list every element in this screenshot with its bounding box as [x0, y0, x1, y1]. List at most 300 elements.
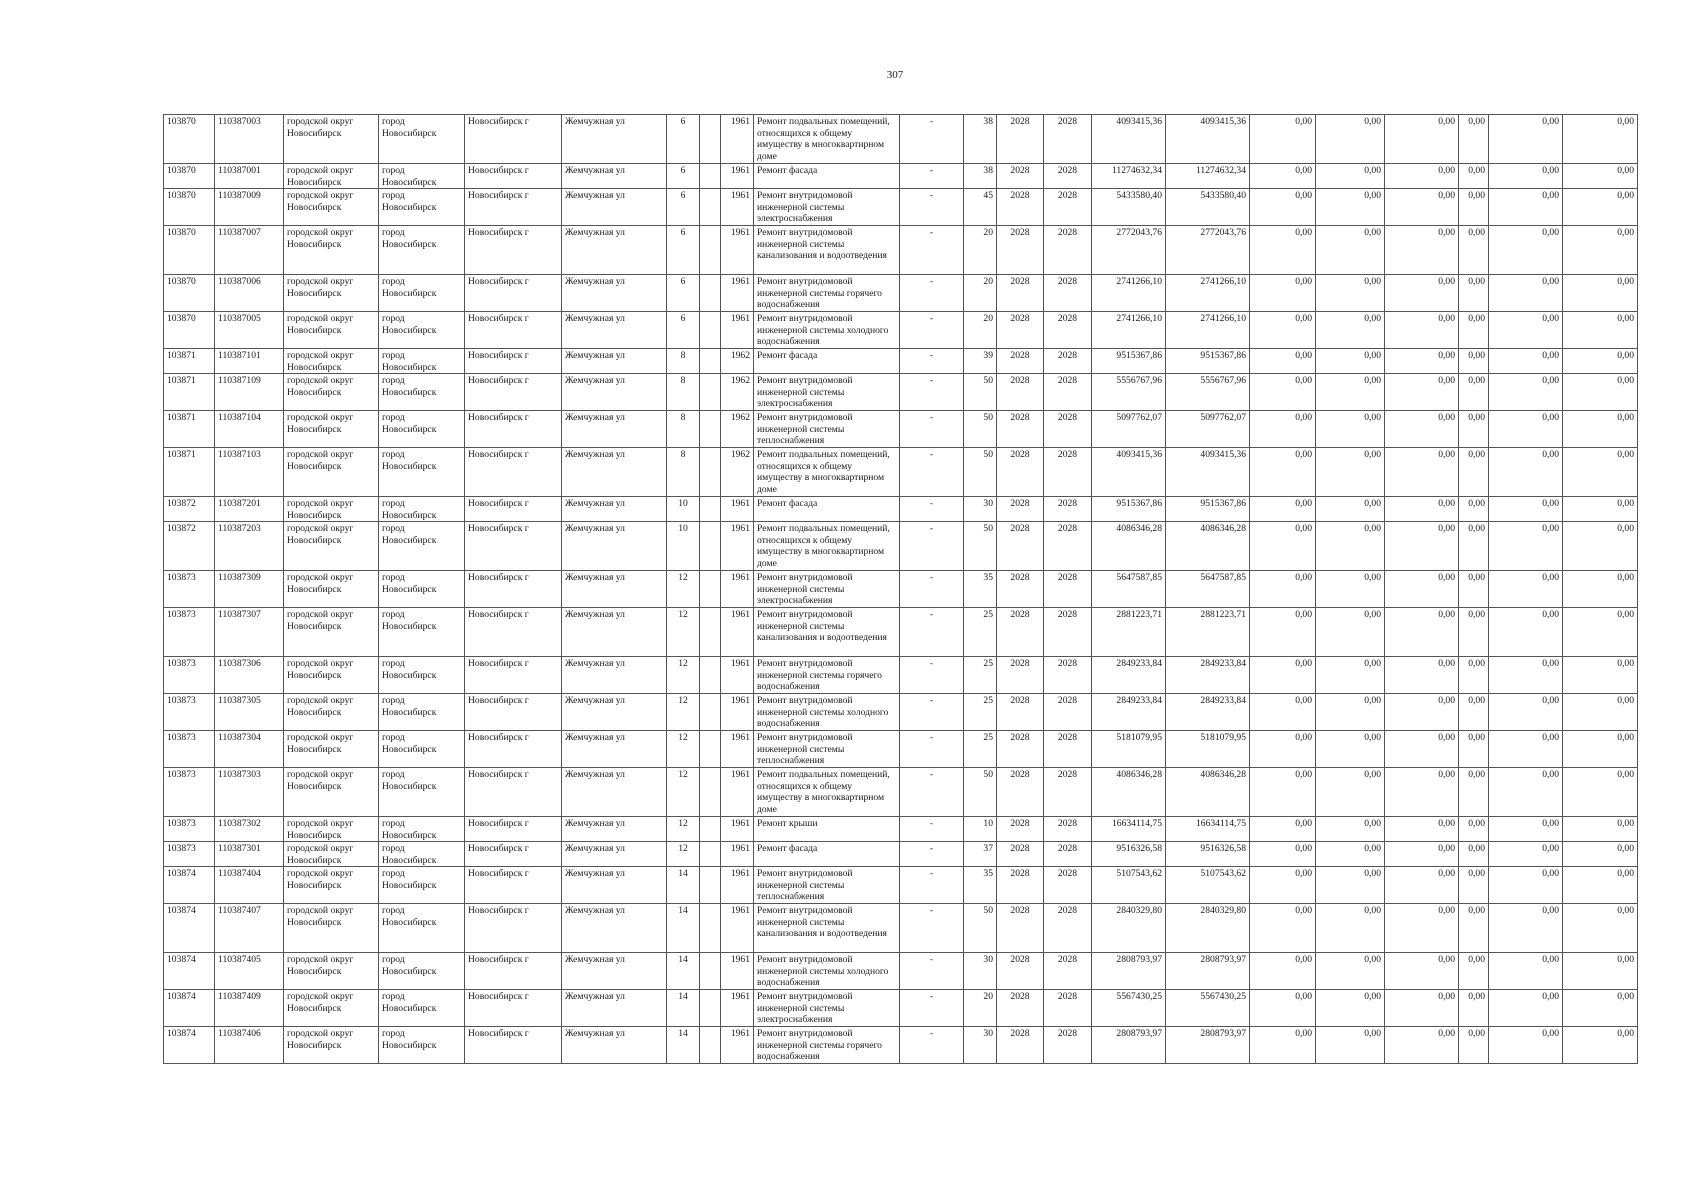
cell-owners-share: 0,00	[1459, 731, 1489, 768]
table-row	[164, 164, 1638, 189]
cell-item-id: 110387009	[215, 189, 284, 226]
cell-dash: -	[900, 904, 964, 953]
cell-item-id: 110387007	[215, 226, 284, 275]
cell-dash: -	[900, 349, 964, 374]
cell-fund-cost: 9515367,86	[1166, 349, 1250, 374]
cell-total-cost: 2772043,76	[1092, 226, 1166, 275]
cell-budget-regional: 0,00	[1316, 571, 1385, 608]
cell-budget-federal: 0,00	[1250, 990, 1316, 1027]
cell-plan-year-start: 2028	[997, 904, 1044, 953]
cell-house-number: 14	[667, 990, 700, 1027]
cell-reserve: 0,00	[1563, 1027, 1638, 1064]
table-row	[164, 817, 1638, 842]
cell-construction-year: 1962	[721, 374, 754, 411]
cell-budget-local: 0,00	[1385, 374, 1459, 411]
cell-municipal-district: городской округ Новосибирск	[284, 657, 379, 694]
cell-wear-percent: 30	[964, 497, 997, 522]
cell-municipal-district: городской округ Новосибирск	[284, 497, 379, 522]
cell-street: Жемчужная ул	[562, 657, 667, 694]
cell-other-sources: 0,00	[1489, 349, 1563, 374]
cell-settlement: город Новосибирск	[379, 349, 465, 374]
cell-building-number	[700, 374, 721, 411]
table-row	[164, 990, 1638, 1027]
cell-wear-percent: 20	[964, 275, 997, 312]
cell-reserve: 0,00	[1563, 374, 1638, 411]
cell-other-sources: 0,00	[1489, 990, 1563, 1027]
cell-plan-year-start: 2028	[997, 694, 1044, 731]
cell-total-cost: 2881223,71	[1092, 608, 1166, 657]
cell-work-type: Ремонт крыши	[754, 817, 900, 842]
cell-house-number: 14	[667, 953, 700, 990]
cell-building-number	[700, 657, 721, 694]
cell-budget-federal: 0,00	[1250, 164, 1316, 189]
cell-budget-regional: 0,00	[1316, 115, 1385, 164]
cell-dash: -	[900, 448, 964, 497]
cell-street: Жемчужная ул	[562, 115, 667, 164]
cell-wear-percent: 45	[964, 189, 997, 226]
table-row	[164, 115, 1638, 164]
cell-municipal-district: городской округ Новосибирск	[284, 817, 379, 842]
cell-budget-federal: 0,00	[1250, 842, 1316, 867]
cell-budget-local: 0,00	[1385, 497, 1459, 522]
cell-municipal-district: городской округ Новосибирск	[284, 904, 379, 953]
cell-wear-percent: 50	[964, 904, 997, 953]
cell-plan-year-start: 2028	[997, 497, 1044, 522]
cell-reserve: 0,00	[1563, 608, 1638, 657]
cell-work-type: Ремонт внутридомовой инженерной системы электроснабжения	[754, 990, 900, 1027]
cell-budget-federal: 0,00	[1250, 275, 1316, 312]
cell-settlement: город Новосибирск	[379, 608, 465, 657]
cell-construction-year: 1961	[721, 312, 754, 349]
cell-total-cost: 5097762,07	[1092, 411, 1166, 448]
cell-street: Жемчужная ул	[562, 226, 667, 275]
cell-dash: -	[900, 817, 964, 842]
cell-program-id: 103873	[164, 731, 215, 768]
cell-fund-cost: 5647587,85	[1166, 571, 1250, 608]
cell-locality: Новосибирск г	[465, 349, 562, 374]
cell-construction-year: 1962	[721, 411, 754, 448]
cell-reserve: 0,00	[1563, 411, 1638, 448]
cell-plan-year-end: 2028	[1044, 817, 1092, 842]
cell-program-id: 103873	[164, 694, 215, 731]
cell-budget-regional: 0,00	[1316, 694, 1385, 731]
cell-budget-regional: 0,00	[1316, 867, 1385, 904]
cell-construction-year: 1961	[721, 904, 754, 953]
cell-fund-cost: 5097762,07	[1166, 411, 1250, 448]
cell-fund-cost: 9516326,58	[1166, 842, 1250, 867]
table-row	[164, 571, 1638, 608]
cell-work-type: Ремонт фасада	[754, 164, 900, 189]
cell-budget-local: 0,00	[1385, 1027, 1459, 1064]
cell-plan-year-start: 2028	[997, 657, 1044, 694]
cell-program-id: 103870	[164, 312, 215, 349]
cell-plan-year-start: 2028	[997, 1027, 1044, 1064]
cell-settlement: город Новосибирск	[379, 657, 465, 694]
cell-work-type: Ремонт внутридомовой инженерной системы канализования и водоотведения	[754, 226, 900, 275]
cell-program-id: 103873	[164, 768, 215, 817]
cell-wear-percent: 50	[964, 448, 997, 497]
cell-plan-year-start: 2028	[997, 953, 1044, 990]
cell-program-id: 103872	[164, 522, 215, 571]
cell-fund-cost: 4086346,28	[1166, 768, 1250, 817]
cell-street: Жемчужная ул	[562, 867, 667, 904]
cell-wear-percent: 50	[964, 411, 997, 448]
cell-building-number	[700, 731, 721, 768]
cell-construction-year: 1961	[721, 953, 754, 990]
cell-house-number: 14	[667, 1027, 700, 1064]
cell-locality: Новосибирск г	[465, 497, 562, 522]
cell-reserve: 0,00	[1563, 497, 1638, 522]
cell-wear-percent: 38	[964, 164, 997, 189]
cell-dash: -	[900, 226, 964, 275]
cell-other-sources: 0,00	[1489, 904, 1563, 953]
cell-other-sources: 0,00	[1489, 275, 1563, 312]
table-row	[164, 904, 1638, 953]
cell-other-sources: 0,00	[1489, 312, 1563, 349]
cell-locality: Новосибирск г	[465, 817, 562, 842]
cell-dash: -	[900, 694, 964, 731]
cell-settlement: город Новосибирск	[379, 904, 465, 953]
cell-other-sources: 0,00	[1489, 657, 1563, 694]
cell-budget-federal: 0,00	[1250, 189, 1316, 226]
cell-work-type: Ремонт внутридомовой инженерной системы канализования и водоотведения	[754, 904, 900, 953]
cell-plan-year-end: 2028	[1044, 1027, 1092, 1064]
table-row	[164, 694, 1638, 731]
cell-municipal-district: городской округ Новосибирск	[284, 226, 379, 275]
cell-work-type: Ремонт внутридомовой инженерной системы теплоснабжения	[754, 731, 900, 768]
cell-item-id: 110387305	[215, 694, 284, 731]
cell-total-cost: 2840329,80	[1092, 904, 1166, 953]
cell-municipal-district: городской округ Новосибирск	[284, 164, 379, 189]
cell-budget-federal: 0,00	[1250, 768, 1316, 817]
cell-fund-cost: 2741266,10	[1166, 275, 1250, 312]
cell-settlement: город Новосибирск	[379, 164, 465, 189]
cell-dash: -	[900, 657, 964, 694]
cell-budget-regional: 0,00	[1316, 1027, 1385, 1064]
cell-building-number	[700, 1027, 721, 1064]
cell-item-id: 110387303	[215, 768, 284, 817]
cell-budget-local: 0,00	[1385, 990, 1459, 1027]
cell-fund-cost: 5567430,25	[1166, 990, 1250, 1027]
table-row	[164, 497, 1638, 522]
cell-construction-year: 1961	[721, 657, 754, 694]
table-row	[164, 1027, 1638, 1064]
cell-settlement: город Новосибирск	[379, 411, 465, 448]
cell-total-cost: 9516326,58	[1092, 842, 1166, 867]
cell-budget-local: 0,00	[1385, 731, 1459, 768]
cell-owners-share: 0,00	[1459, 817, 1489, 842]
cell-budget-federal: 0,00	[1250, 694, 1316, 731]
cell-settlement: город Новосибирск	[379, 275, 465, 312]
cell-locality: Новосибирск г	[465, 608, 562, 657]
cell-plan-year-end: 2028	[1044, 349, 1092, 374]
cell-settlement: город Новосибирск	[379, 374, 465, 411]
cell-total-cost: 5107543,62	[1092, 867, 1166, 904]
cell-other-sources: 0,00	[1489, 867, 1563, 904]
cell-budget-federal: 0,00	[1250, 731, 1316, 768]
cell-owners-share: 0,00	[1459, 497, 1489, 522]
cell-item-id: 110387104	[215, 411, 284, 448]
cell-work-type: Ремонт фасада	[754, 349, 900, 374]
cell-budget-local: 0,00	[1385, 411, 1459, 448]
cell-owners-share: 0,00	[1459, 189, 1489, 226]
cell-wear-percent: 38	[964, 115, 997, 164]
cell-fund-cost: 5433580,40	[1166, 189, 1250, 226]
cell-item-id: 110387406	[215, 1027, 284, 1064]
cell-settlement: город Новосибирск	[379, 867, 465, 904]
cell-locality: Новосибирск г	[465, 768, 562, 817]
cell-total-cost: 5433580,40	[1092, 189, 1166, 226]
cell-house-number: 8	[667, 374, 700, 411]
cell-settlement: город Новосибирск	[379, 571, 465, 608]
cell-building-number	[700, 522, 721, 571]
cell-work-type: Ремонт внутридомовой инженерной системы горячего водоснабжения	[754, 1027, 900, 1064]
cell-budget-local: 0,00	[1385, 115, 1459, 164]
cell-locality: Новосибирск г	[465, 731, 562, 768]
cell-work-type: Ремонт внутридомовой инженерной системы холодного водоснабжения	[754, 312, 900, 349]
cell-dash: -	[900, 608, 964, 657]
cell-municipal-district: городской округ Новосибирск	[284, 522, 379, 571]
cell-plan-year-start: 2028	[997, 571, 1044, 608]
cell-house-number: 12	[667, 657, 700, 694]
cell-settlement: город Новосибирск	[379, 497, 465, 522]
cell-plan-year-end: 2028	[1044, 657, 1092, 694]
cell-settlement: город Новосибирск	[379, 312, 465, 349]
cell-reserve: 0,00	[1563, 953, 1638, 990]
cell-dash: -	[900, 115, 964, 164]
cell-other-sources: 0,00	[1489, 842, 1563, 867]
cell-plan-year-end: 2028	[1044, 953, 1092, 990]
cell-budget-federal: 0,00	[1250, 867, 1316, 904]
cell-dash: -	[900, 571, 964, 608]
cell-plan-year-end: 2028	[1044, 571, 1092, 608]
cell-dash: -	[900, 275, 964, 312]
cell-program-id: 103874	[164, 867, 215, 904]
cell-plan-year-end: 2028	[1044, 312, 1092, 349]
cell-municipal-district: городской округ Новосибирск	[284, 374, 379, 411]
cell-settlement: город Новосибирск	[379, 448, 465, 497]
cell-fund-cost: 2808793,97	[1166, 953, 1250, 990]
cell-construction-year: 1961	[721, 115, 754, 164]
cell-work-type: Ремонт внутридомовой инженерной системы холодного водоснабжения	[754, 953, 900, 990]
cell-budget-local: 0,00	[1385, 694, 1459, 731]
cell-wear-percent: 20	[964, 312, 997, 349]
cell-owners-share: 0,00	[1459, 1027, 1489, 1064]
cell-street: Жемчужная ул	[562, 953, 667, 990]
cell-program-id: 103873	[164, 657, 215, 694]
cell-reserve: 0,00	[1563, 522, 1638, 571]
cell-plan-year-end: 2028	[1044, 275, 1092, 312]
cell-locality: Новосибирск г	[465, 953, 562, 990]
cell-other-sources: 0,00	[1489, 1027, 1563, 1064]
cell-locality: Новосибирск г	[465, 374, 562, 411]
cell-construction-year: 1961	[721, 226, 754, 275]
cell-item-id: 110387304	[215, 731, 284, 768]
cell-fund-cost: 2772043,76	[1166, 226, 1250, 275]
cell-fund-cost: 11274632,34	[1166, 164, 1250, 189]
cell-street: Жемчужная ул	[562, 694, 667, 731]
cell-fund-cost: 4086346,28	[1166, 522, 1250, 571]
cell-building-number	[700, 411, 721, 448]
cell-construction-year: 1961	[721, 608, 754, 657]
cell-total-cost: 4093415,36	[1092, 448, 1166, 497]
cell-building-number	[700, 842, 721, 867]
cell-item-id: 110387006	[215, 275, 284, 312]
cell-reserve: 0,00	[1563, 904, 1638, 953]
cell-building-number	[700, 448, 721, 497]
cell-total-cost: 2808793,97	[1092, 1027, 1166, 1064]
cell-item-id: 110387409	[215, 990, 284, 1027]
cell-fund-cost: 5556767,96	[1166, 374, 1250, 411]
cell-house-number: 14	[667, 867, 700, 904]
cell-item-id: 110387109	[215, 374, 284, 411]
cell-plan-year-start: 2028	[997, 867, 1044, 904]
cell-dash: -	[900, 164, 964, 189]
cell-total-cost: 16634114,75	[1092, 817, 1166, 842]
cell-house-number: 10	[667, 522, 700, 571]
cell-owners-share: 0,00	[1459, 953, 1489, 990]
table-row	[164, 768, 1638, 817]
cell-fund-cost: 2881223,71	[1166, 608, 1250, 657]
cell-program-id: 103870	[164, 189, 215, 226]
cell-budget-regional: 0,00	[1316, 608, 1385, 657]
cell-plan-year-start: 2028	[997, 990, 1044, 1027]
cell-owners-share: 0,00	[1459, 694, 1489, 731]
cell-locality: Новосибирск г	[465, 189, 562, 226]
cell-item-id: 110387306	[215, 657, 284, 694]
cell-wear-percent: 25	[964, 731, 997, 768]
table-body	[164, 115, 1638, 1064]
cell-house-number: 6	[667, 115, 700, 164]
cell-wear-percent: 50	[964, 374, 997, 411]
cell-dash: -	[900, 189, 964, 226]
cell-construction-year: 1961	[721, 1027, 754, 1064]
cell-owners-share: 0,00	[1459, 115, 1489, 164]
cell-street: Жемчужная ул	[562, 990, 667, 1027]
cell-plan-year-start: 2028	[997, 312, 1044, 349]
cell-settlement: город Новосибирск	[379, 226, 465, 275]
cell-budget-federal: 0,00	[1250, 349, 1316, 374]
cell-budget-regional: 0,00	[1316, 312, 1385, 349]
cell-other-sources: 0,00	[1489, 497, 1563, 522]
cell-item-id: 110387301	[215, 842, 284, 867]
cell-program-id: 103870	[164, 275, 215, 312]
cell-municipal-district: городской округ Новосибирск	[284, 1027, 379, 1064]
cell-building-number	[700, 189, 721, 226]
cell-wear-percent: 35	[964, 571, 997, 608]
cell-wear-percent: 25	[964, 694, 997, 731]
cell-budget-federal: 0,00	[1250, 817, 1316, 842]
cell-house-number: 8	[667, 448, 700, 497]
cell-plan-year-start: 2028	[997, 374, 1044, 411]
cell-municipal-district: городской округ Новосибирск	[284, 115, 379, 164]
cell-total-cost: 4086346,28	[1092, 768, 1166, 817]
cell-dash: -	[900, 842, 964, 867]
table-row	[164, 448, 1638, 497]
cell-owners-share: 0,00	[1459, 448, 1489, 497]
cell-budget-local: 0,00	[1385, 312, 1459, 349]
cell-budget-regional: 0,00	[1316, 226, 1385, 275]
cell-work-type: Ремонт внутридомовой инженерной системы горячего водоснабжения	[754, 275, 900, 312]
cell-budget-local: 0,00	[1385, 448, 1459, 497]
cell-total-cost: 2741266,10	[1092, 275, 1166, 312]
cell-budget-regional: 0,00	[1316, 904, 1385, 953]
cell-plan-year-start: 2028	[997, 522, 1044, 571]
cell-building-number	[700, 768, 721, 817]
cell-total-cost: 9515367,86	[1092, 497, 1166, 522]
cell-item-id: 110387302	[215, 817, 284, 842]
cell-budget-local: 0,00	[1385, 226, 1459, 275]
cell-house-number: 6	[667, 226, 700, 275]
cell-construction-year: 1961	[721, 164, 754, 189]
cell-work-type: Ремонт внутридомовой инженерной системы холодного водоснабжения	[754, 694, 900, 731]
cell-item-id: 110387309	[215, 571, 284, 608]
cell-settlement: город Новосибирск	[379, 731, 465, 768]
cell-total-cost: 5181079,95	[1092, 731, 1166, 768]
cell-plan-year-start: 2028	[997, 731, 1044, 768]
cell-municipal-district: городской округ Новосибирск	[284, 312, 379, 349]
cell-municipal-district: городской округ Новосибирск	[284, 275, 379, 312]
cell-work-type: Ремонт внутридомовой инженерной системы теплоснабжения	[754, 867, 900, 904]
cell-street: Жемчужная ул	[562, 731, 667, 768]
cell-locality: Новосибирск г	[465, 448, 562, 497]
cell-budget-regional: 0,00	[1316, 657, 1385, 694]
cell-budget-regional: 0,00	[1316, 411, 1385, 448]
cell-item-id: 110387404	[215, 867, 284, 904]
cell-street: Жемчужная ул	[562, 164, 667, 189]
table-row	[164, 522, 1638, 571]
cell-locality: Новосибирск г	[465, 867, 562, 904]
cell-street: Жемчужная ул	[562, 904, 667, 953]
cell-other-sources: 0,00	[1489, 817, 1563, 842]
cell-item-id: 110387307	[215, 608, 284, 657]
cell-plan-year-start: 2028	[997, 164, 1044, 189]
cell-plan-year-start: 2028	[997, 115, 1044, 164]
cell-other-sources: 0,00	[1489, 768, 1563, 817]
cell-street: Жемчужная ул	[562, 349, 667, 374]
cell-budget-local: 0,00	[1385, 608, 1459, 657]
cell-fund-cost: 5107543,62	[1166, 867, 1250, 904]
cell-reserve: 0,00	[1563, 817, 1638, 842]
cell-fund-cost: 2808793,97	[1166, 1027, 1250, 1064]
cell-plan-year-start: 2028	[997, 768, 1044, 817]
cell-settlement: город Новосибирск	[379, 522, 465, 571]
cell-construction-year: 1962	[721, 448, 754, 497]
cell-total-cost: 9515367,86	[1092, 349, 1166, 374]
cell-street: Жемчужная ул	[562, 189, 667, 226]
cell-street: Жемчужная ул	[562, 411, 667, 448]
cell-owners-share: 0,00	[1459, 226, 1489, 275]
cell-building-number	[700, 115, 721, 164]
cell-municipal-district: городской округ Новосибирск	[284, 842, 379, 867]
cell-budget-regional: 0,00	[1316, 522, 1385, 571]
cell-municipal-district: городской округ Новосибирск	[284, 867, 379, 904]
cell-plan-year-end: 2028	[1044, 608, 1092, 657]
cell-budget-local: 0,00	[1385, 275, 1459, 312]
cell-budget-federal: 0,00	[1250, 226, 1316, 275]
cell-plan-year-end: 2028	[1044, 990, 1092, 1027]
cell-dash: -	[900, 522, 964, 571]
cell-reserve: 0,00	[1563, 657, 1638, 694]
cell-house-number: 6	[667, 312, 700, 349]
cell-fund-cost: 4093415,36	[1166, 448, 1250, 497]
cell-dash: -	[900, 768, 964, 817]
cell-program-id: 103873	[164, 608, 215, 657]
cell-plan-year-end: 2028	[1044, 226, 1092, 275]
cell-budget-federal: 0,00	[1250, 1027, 1316, 1064]
cell-other-sources: 0,00	[1489, 694, 1563, 731]
cell-budget-local: 0,00	[1385, 571, 1459, 608]
